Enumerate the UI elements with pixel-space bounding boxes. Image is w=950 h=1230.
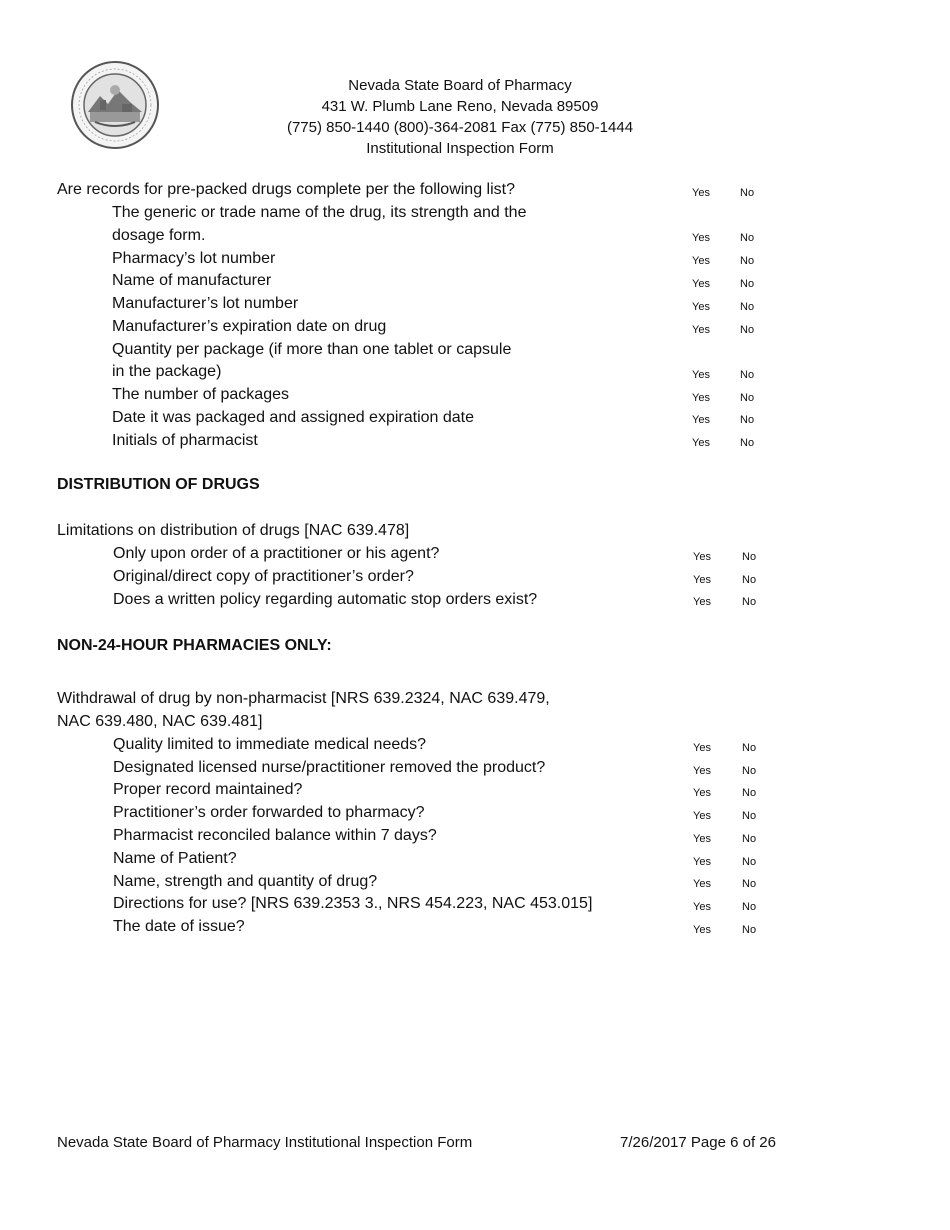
yes-option[interactable]: Yes: [693, 878, 711, 890]
distribution-item-2: Original/direct copy of practitioner’s order?: [113, 568, 414, 585]
yes-option[interactable]: Yes: [693, 810, 711, 822]
no-option[interactable]: No: [740, 187, 755, 199]
no-option[interactable]: No: [740, 232, 755, 244]
prepack-item-9: Initials of pharmacist: [112, 432, 258, 449]
no-option[interactable]: No: [740, 278, 755, 290]
distribution-item-3: Does a written policy regarding automatic stop orders exist?: [113, 591, 538, 608]
yes-option[interactable]: Yes: [693, 924, 711, 936]
non24-item-3: Proper record maintained?: [113, 781, 303, 798]
state-seal-icon: [70, 60, 160, 150]
yes-option[interactable]: Yes: [693, 574, 711, 586]
yes-option[interactable]: Yes: [693, 787, 711, 799]
no-option[interactable]: No: [742, 901, 757, 913]
prepack-item-3: Name of manufacturer: [112, 272, 272, 289]
non24-question: Withdrawal of drug by non-pharmacist [NRS 639.2324, NAC 639.479,: [57, 690, 550, 707]
no-option[interactable]: No: [742, 596, 757, 608]
prepack-item-7: The number of packages: [112, 386, 289, 403]
distribution-item-1: Only upon order of a practitioner or his agent?: [113, 545, 440, 562]
prepack-item-6-cont: in the package): [112, 363, 222, 380]
no-option[interactable]: No: [740, 392, 755, 404]
no-option[interactable]: No: [740, 301, 755, 313]
no-option[interactable]: No: [742, 742, 757, 754]
prepack-item-6: Quantity per package (if more than one tablet or capsule: [112, 341, 512, 358]
non24-question-cont: NAC 639.480, NAC 639.481]: [57, 713, 263, 730]
footer-title: Nevada State Board of Pharmacy Institutional Inspection Form: [57, 1134, 473, 1151]
no-option[interactable]: No: [740, 437, 755, 449]
yes-option[interactable]: Yes: [692, 187, 710, 199]
yes-option[interactable]: Yes: [692, 437, 710, 449]
yes-option[interactable]: Yes: [692, 278, 710, 290]
yes-option[interactable]: Yes: [692, 369, 710, 381]
yes-option[interactable]: Yes: [692, 301, 710, 313]
no-option[interactable]: No: [742, 551, 757, 563]
yes-option[interactable]: Yes: [693, 901, 711, 913]
no-option[interactable]: No: [740, 324, 755, 336]
no-option[interactable]: No: [742, 787, 757, 799]
header-form-title: Institutional Inspection Form: [366, 140, 554, 157]
no-option[interactable]: No: [740, 414, 755, 426]
yes-option[interactable]: Yes: [692, 392, 710, 404]
prepack-question: Are records for pre-packed drugs complete per the following list?: [57, 181, 515, 198]
distribution-question: Limitations on distribution of drugs [NAC 639.478]: [57, 522, 410, 539]
yes-option[interactable]: Yes: [693, 856, 711, 868]
non24-item-1: Quality limited to immediate medical needs?: [113, 736, 427, 753]
header-address: 431 W. Plumb Lane Reno, Nevada 89509: [321, 98, 599, 115]
no-option[interactable]: No: [742, 574, 757, 586]
letterhead: [230, 75, 690, 159]
distribution-heading: DISTRIBUTION OF DRUGS: [57, 476, 260, 493]
no-option[interactable]: No: [742, 924, 757, 936]
non24-item-7: Name, strength and quantity of drug?: [113, 873, 378, 890]
yes-option[interactable]: Yes: [693, 742, 711, 754]
yes-option[interactable]: Yes: [693, 551, 711, 563]
prepack-item-5: Manufacturer’s expiration date on drug: [112, 318, 387, 335]
no-option[interactable]: No: [740, 255, 755, 267]
yes-option[interactable]: Yes: [692, 324, 710, 336]
yes-option[interactable]: Yes: [693, 765, 711, 777]
non24-item-9: The date of issue?: [113, 918, 245, 935]
non24-item-8: Directions for use? [NRS 639.2353 3., NRS 454.223, NAC 453.015]: [113, 895, 593, 912]
non24-item-5: Pharmacist reconciled balance within 7 days?: [113, 827, 437, 844]
yes-option[interactable]: Yes: [693, 833, 711, 845]
footer-page-info: 7/26/2017 Page 6 of 26: [620, 1134, 776, 1151]
yes-option[interactable]: Yes: [692, 255, 710, 267]
prepack-item-1-cont: dosage form.: [112, 227, 206, 244]
non24-item-2: Designated licensed nurse/practitioner removed the product?: [113, 759, 546, 776]
prepack-item-4: Manufacturer’s lot number: [112, 295, 299, 312]
prepack-item-2: Pharmacy’s lot number: [112, 250, 276, 267]
no-option[interactable]: No: [740, 369, 755, 381]
no-option[interactable]: No: [742, 833, 757, 845]
prepack-item-1: The generic or trade name of the drug, its strength and the: [112, 204, 527, 221]
prepack-item-8: Date it was packaged and assigned expiration date: [112, 409, 475, 426]
non24-item-4: Practitioner’s order forwarded to pharmacy?: [113, 804, 425, 821]
no-option[interactable]: No: [742, 878, 757, 890]
header-org-name: Nevada State Board of Pharmacy: [348, 77, 572, 94]
header-phone: (775) 850-1440 (800)-364-2081 Fax (775) 850-1444: [286, 119, 634, 136]
non24-heading: NON-24-HOUR PHARMACIES ONLY:: [57, 637, 332, 654]
no-option[interactable]: No: [742, 765, 757, 777]
yes-option[interactable]: Yes: [692, 232, 710, 244]
yes-option[interactable]: Yes: [693, 596, 711, 608]
yes-option[interactable]: Yes: [692, 414, 710, 426]
no-option[interactable]: No: [742, 810, 757, 822]
no-option[interactable]: No: [742, 856, 757, 868]
non24-item-6: Name of Patient?: [113, 850, 237, 867]
